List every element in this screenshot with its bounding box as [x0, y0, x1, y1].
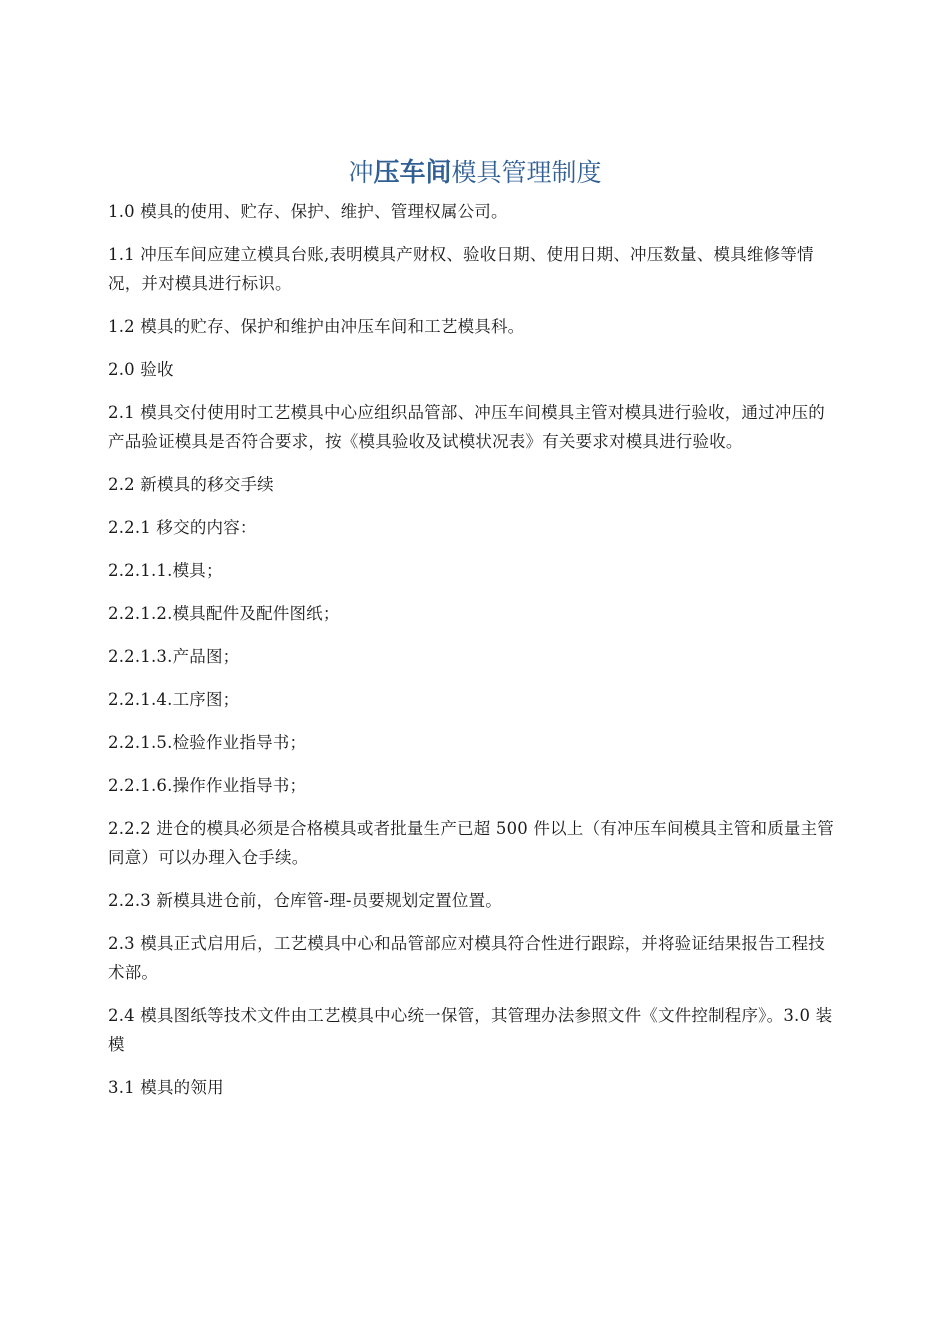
- paragraph-2-2-1-6: 2.2.1.6.操作作业指导书；: [108, 776, 307, 795]
- paragraph-2-2-1-1: 2.2.1.1.模具；: [108, 561, 223, 580]
- document-body: [108, 197, 840, 1116]
- title-part-2: 压车间: [373, 158, 452, 188]
- paragraph-2-1: 2.1 模具交付使用时工艺模具中心应组织品管部、冲压车间模具主管对模具进行验收，通过冲压的产品验证模具是否符合要求，按《模具验收及试模状况表》有关要求对模具进行验收。: [108, 403, 825, 451]
- paragraph-2-2-1-4: 2.2.1.4.工序图；: [108, 690, 240, 709]
- paragraph-2-4: 2.4 模具图纸等技术文件由工艺模具中心统一保管，其管理办法参照文件《文件控制程序》。3.0 装模: [108, 1006, 833, 1054]
- page-title: [0, 156, 950, 190]
- paragraph-2-2-1-2: 2.2.1.2.模具配件及配件图纸；: [108, 604, 340, 623]
- paragraph-2-2-3: 2.2.3 新模具进仓前，仓库管-理-员要规划定置位置。: [108, 891, 502, 910]
- title-part-1: 冲: [348, 158, 374, 187]
- title-part-3: 模具管理制度: [451, 158, 602, 187]
- paragraph-1-2: 1.2 模具的贮存、保护和维护由冲压车间和工艺模具科。: [108, 317, 525, 336]
- paragraph-2-2-1-3: 2.2.1.3.产品图；: [108, 647, 240, 666]
- paragraph-2-2-1: 2.2.1 移交的内容：: [108, 518, 257, 537]
- paragraph-1-0: 1.0 模具的使用、贮存、保护、维护、管理权属公司。: [108, 202, 508, 221]
- paragraph-2-2-1-5: 2.2.1.5.检验作业指导书；: [108, 733, 307, 752]
- paragraph-1-1: 1.1 冲压车间应建立模具台账,表明模具产财权、验收日期、使用日期、冲压数量、模具维修等情况，并对模具进行标识。: [108, 245, 814, 293]
- paragraph-2-3: 2.3 模具正式启用后，工艺模具中心和品管部应对模具符合性进行跟踪，并将验证结果报告工程技术部。: [108, 934, 825, 982]
- paragraph-2-2: 2.2 新模具的移交手续: [108, 475, 274, 494]
- paragraph-2-0: 2.0 验收: [108, 360, 174, 379]
- paragraph-3-1: 3.1 模具的领用: [108, 1078, 224, 1097]
- paragraph-2-2-2: 2.2.2 进仓的模具必须是合格模具或者批量生产已超 500 件以上（有冲压车间模具主管和质量主管同意）可以办理入仓手续。: [108, 819, 835, 867]
